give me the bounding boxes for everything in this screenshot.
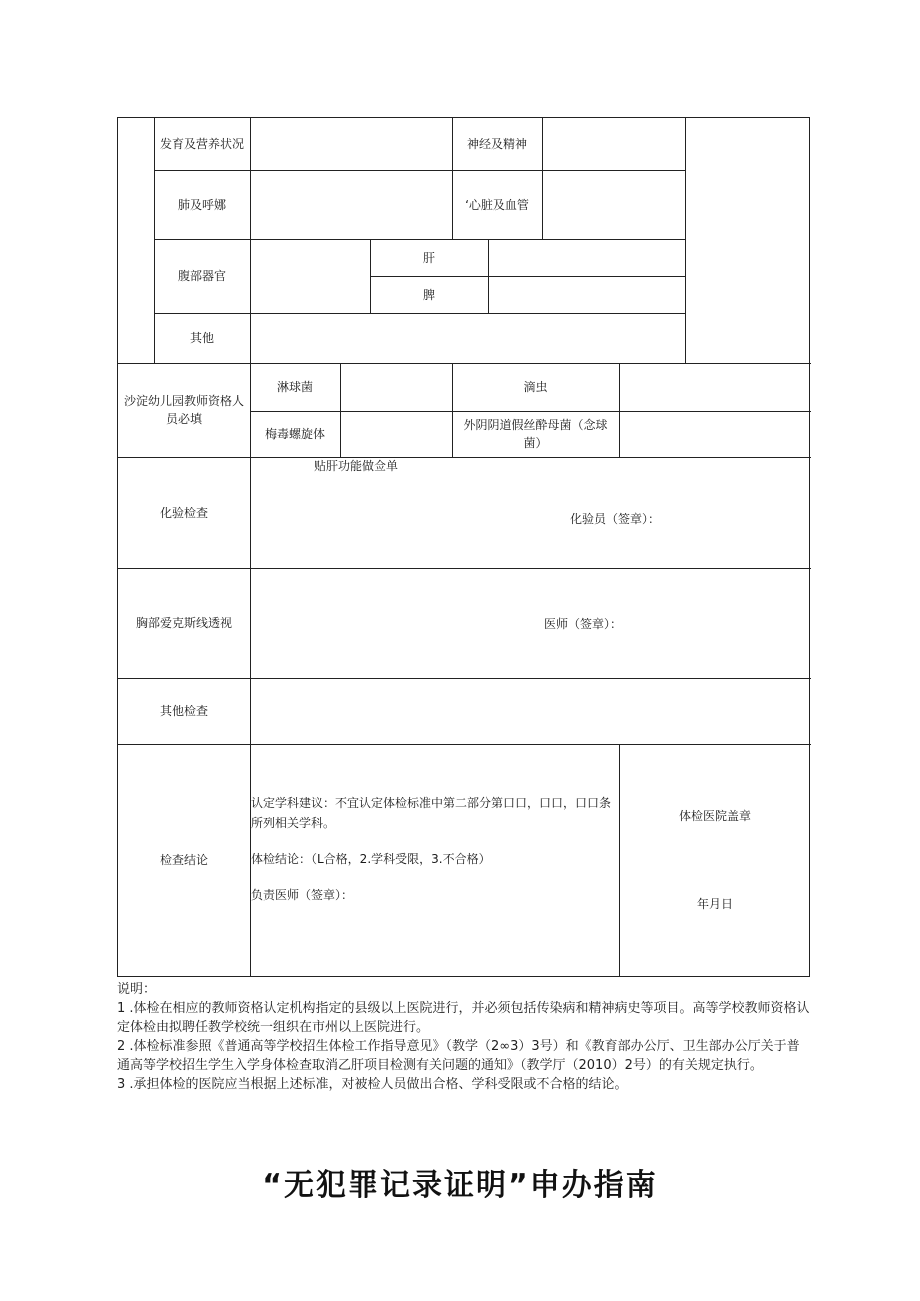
seal-date: 年月日 — [696, 897, 733, 911]
vulvovaginal-candida-label: 外阴阴道假丝酔母菌（念球菌） — [463, 418, 608, 450]
physician-sign: 医师（签章）： — [544, 617, 623, 631]
responsible-physician: 负责医师（签章）： — [251, 888, 354, 902]
grid-line — [685, 118, 686, 363]
liver-function-sheet-note: 贴肝功能做佥单 — [314, 459, 399, 473]
exam-result: 体检结论：（L合格，2.学科受限，3.不合格） — [251, 852, 491, 866]
note-item: 1 .体检在相应的教师资格认定机构指定的县级以上医院进行，并必须包括传染病和精神病史等项目。高等学校教师资格认定体检由拟聘任教学校统一组织在市州以上医院进行。 — [117, 1001, 810, 1035]
bottom-title: “无犯罪记录证明”申办指南 — [262, 1168, 658, 1203]
note-item: 3 .承担体检的医院应当根据上述标准，对被检人员做出合格、学科受限或不合格的结论。 — [117, 1077, 628, 1092]
lung-respiration-label: 肺及呼娜 — [177, 197, 226, 212]
lab-technician-sign: 化验员（签章）： — [570, 512, 661, 526]
gonococcus-label: 淋球菌 — [276, 380, 313, 394]
development-nutrition-label: 发育及营养状况 — [159, 137, 244, 151]
other-exams-label: 其他检查 — [159, 704, 208, 718]
grid-line — [619, 363, 620, 457]
chest-xray-label: 胸部爱克斯线透视 — [135, 616, 232, 630]
conclusion-text — [251, 793, 621, 905]
subject-suggestion: 认定学科建议：不宜认定体检标准中第二部分第口口，口口，口口条所列相关学科。 — [251, 796, 612, 830]
nerve-mental-label: 神经及精神 — [466, 137, 527, 151]
notes-heading: 说明： — [117, 982, 157, 997]
grid-line — [340, 363, 341, 457]
grid-line — [488, 239, 489, 313]
conclusion-label: 检查结论 — [159, 853, 208, 867]
other-label: 其他 — [189, 331, 214, 345]
hospital-seal: 体检医院盖章 — [678, 809, 751, 823]
kindergarten-required-label: 沙淀幼儿园教师资格人员必填 — [123, 394, 244, 426]
spleen-label: 脾 — [422, 287, 435, 302]
notes-section — [117, 980, 810, 1094]
note-item: 2 .体检标准参照《普通高等学校招生体检工作指导意见》（教学（2∞3）3号）和《教育部办公厅、卫生部办公厅关于普通高等学校招生学生入学身体检查取消乙肝项目检测有关问题的通知》（教学厅（2010）2号）的有关规定执行。 — [117, 1039, 800, 1073]
treponema-label: 梅毒螺旋体 — [264, 427, 325, 441]
trichomonas-label: 滴虫 — [523, 380, 548, 394]
grid-line — [542, 118, 543, 239]
lab-test-label: 化验检查 — [159, 505, 208, 520]
heart-vessel-label: ‘心脏及血管 — [465, 197, 529, 212]
liver-label: 肝 — [422, 250, 435, 265]
physical-exam-form — [117, 117, 810, 977]
abdomen-label: 腹部器官 — [177, 269, 226, 283]
